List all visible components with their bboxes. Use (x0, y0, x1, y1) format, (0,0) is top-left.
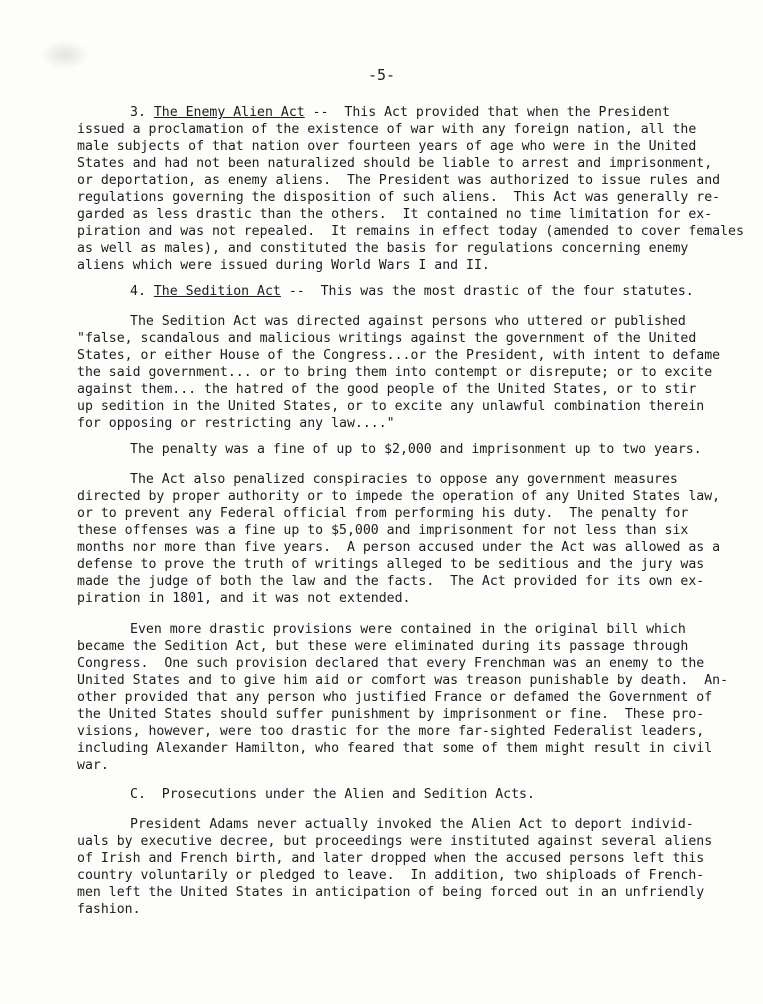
page-number: -5- (368, 66, 396, 84)
scan-smudge (40, 40, 90, 70)
section-c-heading: C. Prosecutions under the Alien and Sedition Acts. (130, 787, 535, 802)
text-line: States and had not been naturalized should be liable to arrest and imprisonment, (77, 156, 713, 171)
text-line: "false, scandalous and malicious writings against the government of the United (77, 331, 697, 346)
section-4-line (130, 284, 694, 299)
text-line: became the Sedition Act, but these were eliminated during its passage through (77, 639, 689, 654)
text-line: States, or either House of the Congress...or the President, with intent to defame (77, 348, 721, 363)
text-line: uals by executive decree, but proceedings were instituted against several aliens (77, 834, 713, 849)
section-3-text: -- This Act provided that when the President (304, 105, 670, 120)
text-line: months nor more than five years. A person accused under the Act was allowed as a (77, 540, 721, 555)
text-line: The Sedition Act was directed against persons who uttered or published (130, 314, 686, 329)
text-line: United States and to give him aid or comfort was treason punishable by death. An- (77, 673, 729, 688)
text-line: against them... the hatred of the good people of the United States, or to stir (77, 382, 697, 397)
text-line: men left the United States in anticipation of being forced out in an unfriendly (77, 885, 705, 900)
text-line: directed by proper authority or to impede the operation of any United States law, (77, 489, 721, 504)
text-line: The Act also penalized conspiracies to oppose any government measures (130, 472, 678, 487)
text-line: visions, however, were too drastic for the more far-sighted Federalist leaders, (77, 724, 705, 739)
text-line: fashion. (77, 902, 141, 917)
text-line: aliens which were issued during World Wars I and II. (77, 258, 490, 273)
text-line: regulations governing the disposition of such aliens. This Act was generally re- (77, 190, 721, 205)
text-line: including Alexander Hamilton, who feared that some of them might result in civil (77, 741, 713, 756)
text-line: issued a proclamation of the existence of war with any foreign nation, all the (77, 122, 697, 137)
section-4-number: 4. (130, 284, 146, 299)
text-line: as well as males), and constituted the basis for regulations concerning enemy (77, 241, 689, 256)
text-line: piration and was not repealed. It remains in effect today (amended to cover females (77, 224, 744, 239)
section-4-text: -- This was the most drastic of the four statutes. (280, 284, 694, 299)
text-line: piration in 1801, and it was not extended. (77, 591, 411, 606)
text-line: the said government... or to bring them into contempt or disrepute; or to excite (77, 365, 713, 380)
text-line: other provided that any person who justified France or defamed the Government of (77, 690, 713, 705)
text-line: these offenses was a fine up to $5,000 and imprisonment for not less than six (77, 523, 689, 538)
text-line: male subjects of that nation over fourteen years of age who were in the United (77, 139, 697, 154)
text-line: or to prevent any Federal official from performing his duty. The penalty for (77, 506, 689, 521)
text-line: Congress. One such provision declared that every Frenchman was an enemy to the (77, 656, 705, 671)
text-line: President Adams never actually invoked the Alien Act to deport individ- (130, 817, 694, 832)
text-line: of Irish and French birth, and later dropped when the accused persons left this (77, 851, 705, 866)
text-line: or deportation, as enemy aliens. The President was authorized to issue rules and (77, 173, 721, 188)
text-line: country voluntarily or pledged to leave. In addition, two shiploads of French- (77, 868, 705, 883)
text-line: for opposing or restricting any law...." (77, 416, 395, 431)
section-4-heading: The Sedition Act (153, 284, 281, 299)
text-line: defense to prove the truth of writings alleged to be seditious and the jury was (77, 557, 705, 572)
section-3-number: 3. (130, 105, 146, 120)
text-line: made the judge of both the law and the facts. The Act provided for its own ex- (77, 574, 705, 589)
text-line: The penalty was a fine of up to $2,000 and imprisonment up to two years. (130, 442, 702, 457)
text-line: the United States should suffer punishment by imprisonment or fine. These pro- (77, 707, 705, 722)
text-line: garded as less drastic than the others. It contained no time limitation for ex- (77, 207, 713, 222)
text-line: Even more drastic provisions were contained in the original bill which (130, 622, 686, 637)
text-line: up sedition in the United States, or to excite any unlawful combination therein (77, 399, 705, 414)
section-3-heading: The Enemy Alien Act (153, 105, 305, 120)
text-line: war. (77, 758, 109, 773)
section-3-first-line (130, 105, 670, 120)
